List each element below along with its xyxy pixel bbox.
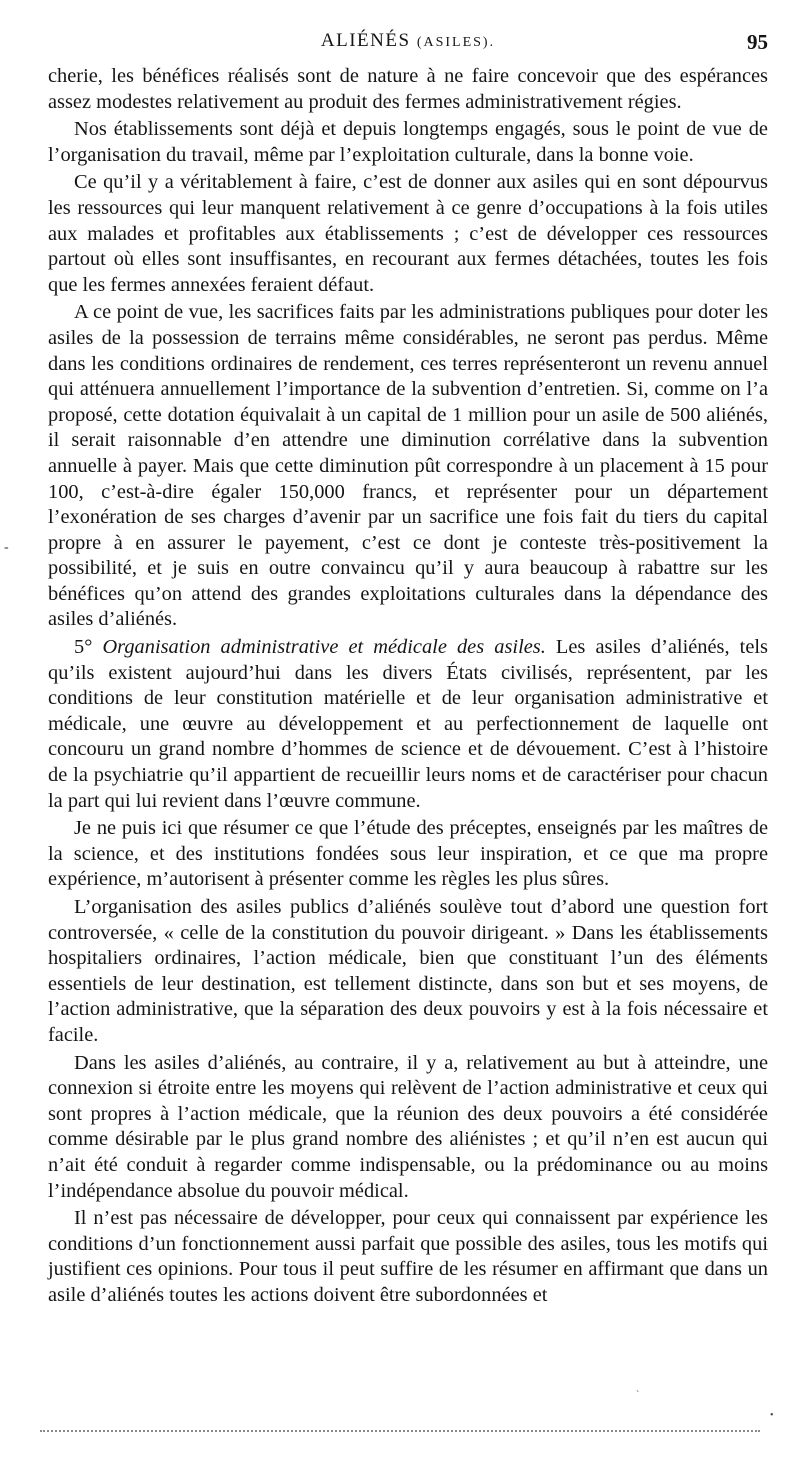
section-heading: Organisation administrative et médicale des asiles. [102,636,546,659]
paragraph-3 [48,170,768,298]
body-text [48,64,768,1309]
print-speck: ` [636,1390,640,1401]
paragraph-3-text: Ce qu’il y a véritablement à faire, c’est de donner aux asiles qui en sont dépourvus les ressources qui leur manquent relativement à ce genre d’occupations à la fois utiles aux malades et profitables aux établissements ; c’est de développer ces ressources partout où elles sont insuffisantes, en recourant aux fermes détachées, toutes les fois que les fermes annexées feraient défaut. [48,171,768,296]
running-title-sub: (ASILES). [416,35,496,50]
paragraph-8 [48,1051,768,1205]
paragraph-9-text: Il n’est pas nécessaire de développer, pour ceux qui connaissent par expérience les conditions d’un fonctionnement aussi parfait que possible des asiles, tous les motifs qui justifient ces opinions. Pour tous il peut suffire de les résumer en affirmant que dans un asile d’aliénés toutes les actions doivent être subordonnées et [48,1207,768,1306]
bottom-print-artifact [40,1430,760,1432]
margin-mark: - [4,540,9,555]
paragraph-5 [48,635,768,814]
running-head [48,30,768,60]
paragraph-1 [48,64,768,115]
paragraph-1-text: cherie, les bénéfices réalisés sont de nature à ne faire concevoir que des espérances assez modestes relativement au produit des fermes administrativement régies. [48,65,768,113]
paragraph-6 [48,816,768,893]
paragraph-7-text: L’organisation des asiles publics d’aliénés soulève tout d’abord une question fort controversée, « celle de la constitution du pouvoir dirigeant. » Dans les établissements hospitaliers ordinaires, l’action médicale, bien que constituant l’un des éléments essentiels de leur destination, est tellement distincte, dans son but et ses moyens, de l’action administrative, que la séparation des deux pouvoirs y est à la fois nécessaire et facile. [48,896,768,1046]
page-number: 95 [747,30,768,54]
section-number: 5° [74,636,103,659]
paragraph-5-text: Les asiles d’aliénés, tels qu’ils existent aujourd’hui dans les divers États civilisés, représentent, par les conditions de leur constitution matérielle et de leur organisation administrative et médicale, une œuvre au développement et au perfectionnement de laquelle ont concouru un grand nombre d’hommes de science et de dévouement. C’est à l’histoire de la psychiatrie qu’il appartient de recueillir leurs noms et de caractériser pour chacun la part qui lui revient dans l’œuvre commune. [48,636,768,812]
paragraph-2 [48,117,768,168]
paragraph-6-text: Je ne puis ici que résumer ce que l’étude des préceptes, enseignés par les maîtres de la science, et des institutions fondées sous leur inspiration, et ce que ma propre expérience, m’autorisent à présenter comme les règles les plus sûres. [48,817,768,891]
paragraph-4-text: A ce point de vue, les sacrifices faits par les administrations publiques pour doter les asiles de la possession de terrains même considérables, ne seront pas perdus. Même dans les conditions ordinaires de rendement, ces terres représenteront un revenu annuel qui atténuera annuellement l’importance de la subvention d’entretien. Si, comme on l’a proposé, cette dotation équivalait à un capital de 1 million pour un asile de 500 aliénés, il serait raisonnable d’en attendre une diminution corrélative dans la subvention annuelle à payer. Mais que cette diminution pût correspondre à un placement à 15 pour 100, c’est-à-dire égaler 150,000 francs, et représenter pour un département l’exonération de ses charges d’avenir par un sacrifice une fois fait du tiers du capital propre à en assurer le payement, c’est ce dont je conteste très-positivement la possibilité, et je suis en outre convaincu qu’il y aura beaucoup à rabattre sur les bénéfices qu’on attend des grandes exploitations culturales dans la dépendance des asiles d’aliénés. [48,301,768,631]
paragraph-9 [48,1206,768,1308]
paragraph-2-text: Nos établissements sont déjà et depuis longtemps engagés, sous le point de vue de l’organisation du travail, même par l’exploitation culturale, dans la bonne voie. [48,118,768,166]
paragraph-4 [48,300,768,633]
paragraph-7 [48,895,768,1049]
running-title [48,30,768,52]
paragraph-8-text: Dans les asiles d’aliénés, au contraire, il y a, relativement au but à atteindre, une connexion si étroite entre les moyens qui relèvent de l’action administrative et ceux qui sont propres à l’action médicale, que la réunion des deux pouvoirs a été considérée comme désirable par le plus grand nombre des aliénistes ; et qu’il n’en est aucun qui n’ait été conduit à regarder comme indispensable, ou la prédominance ou au moins l’indépendance absolue du pouvoir médical. [48,1051,768,1202]
print-speck: • [770,1410,774,1421]
running-title-main: ALIÉNÉS [320,30,411,51]
